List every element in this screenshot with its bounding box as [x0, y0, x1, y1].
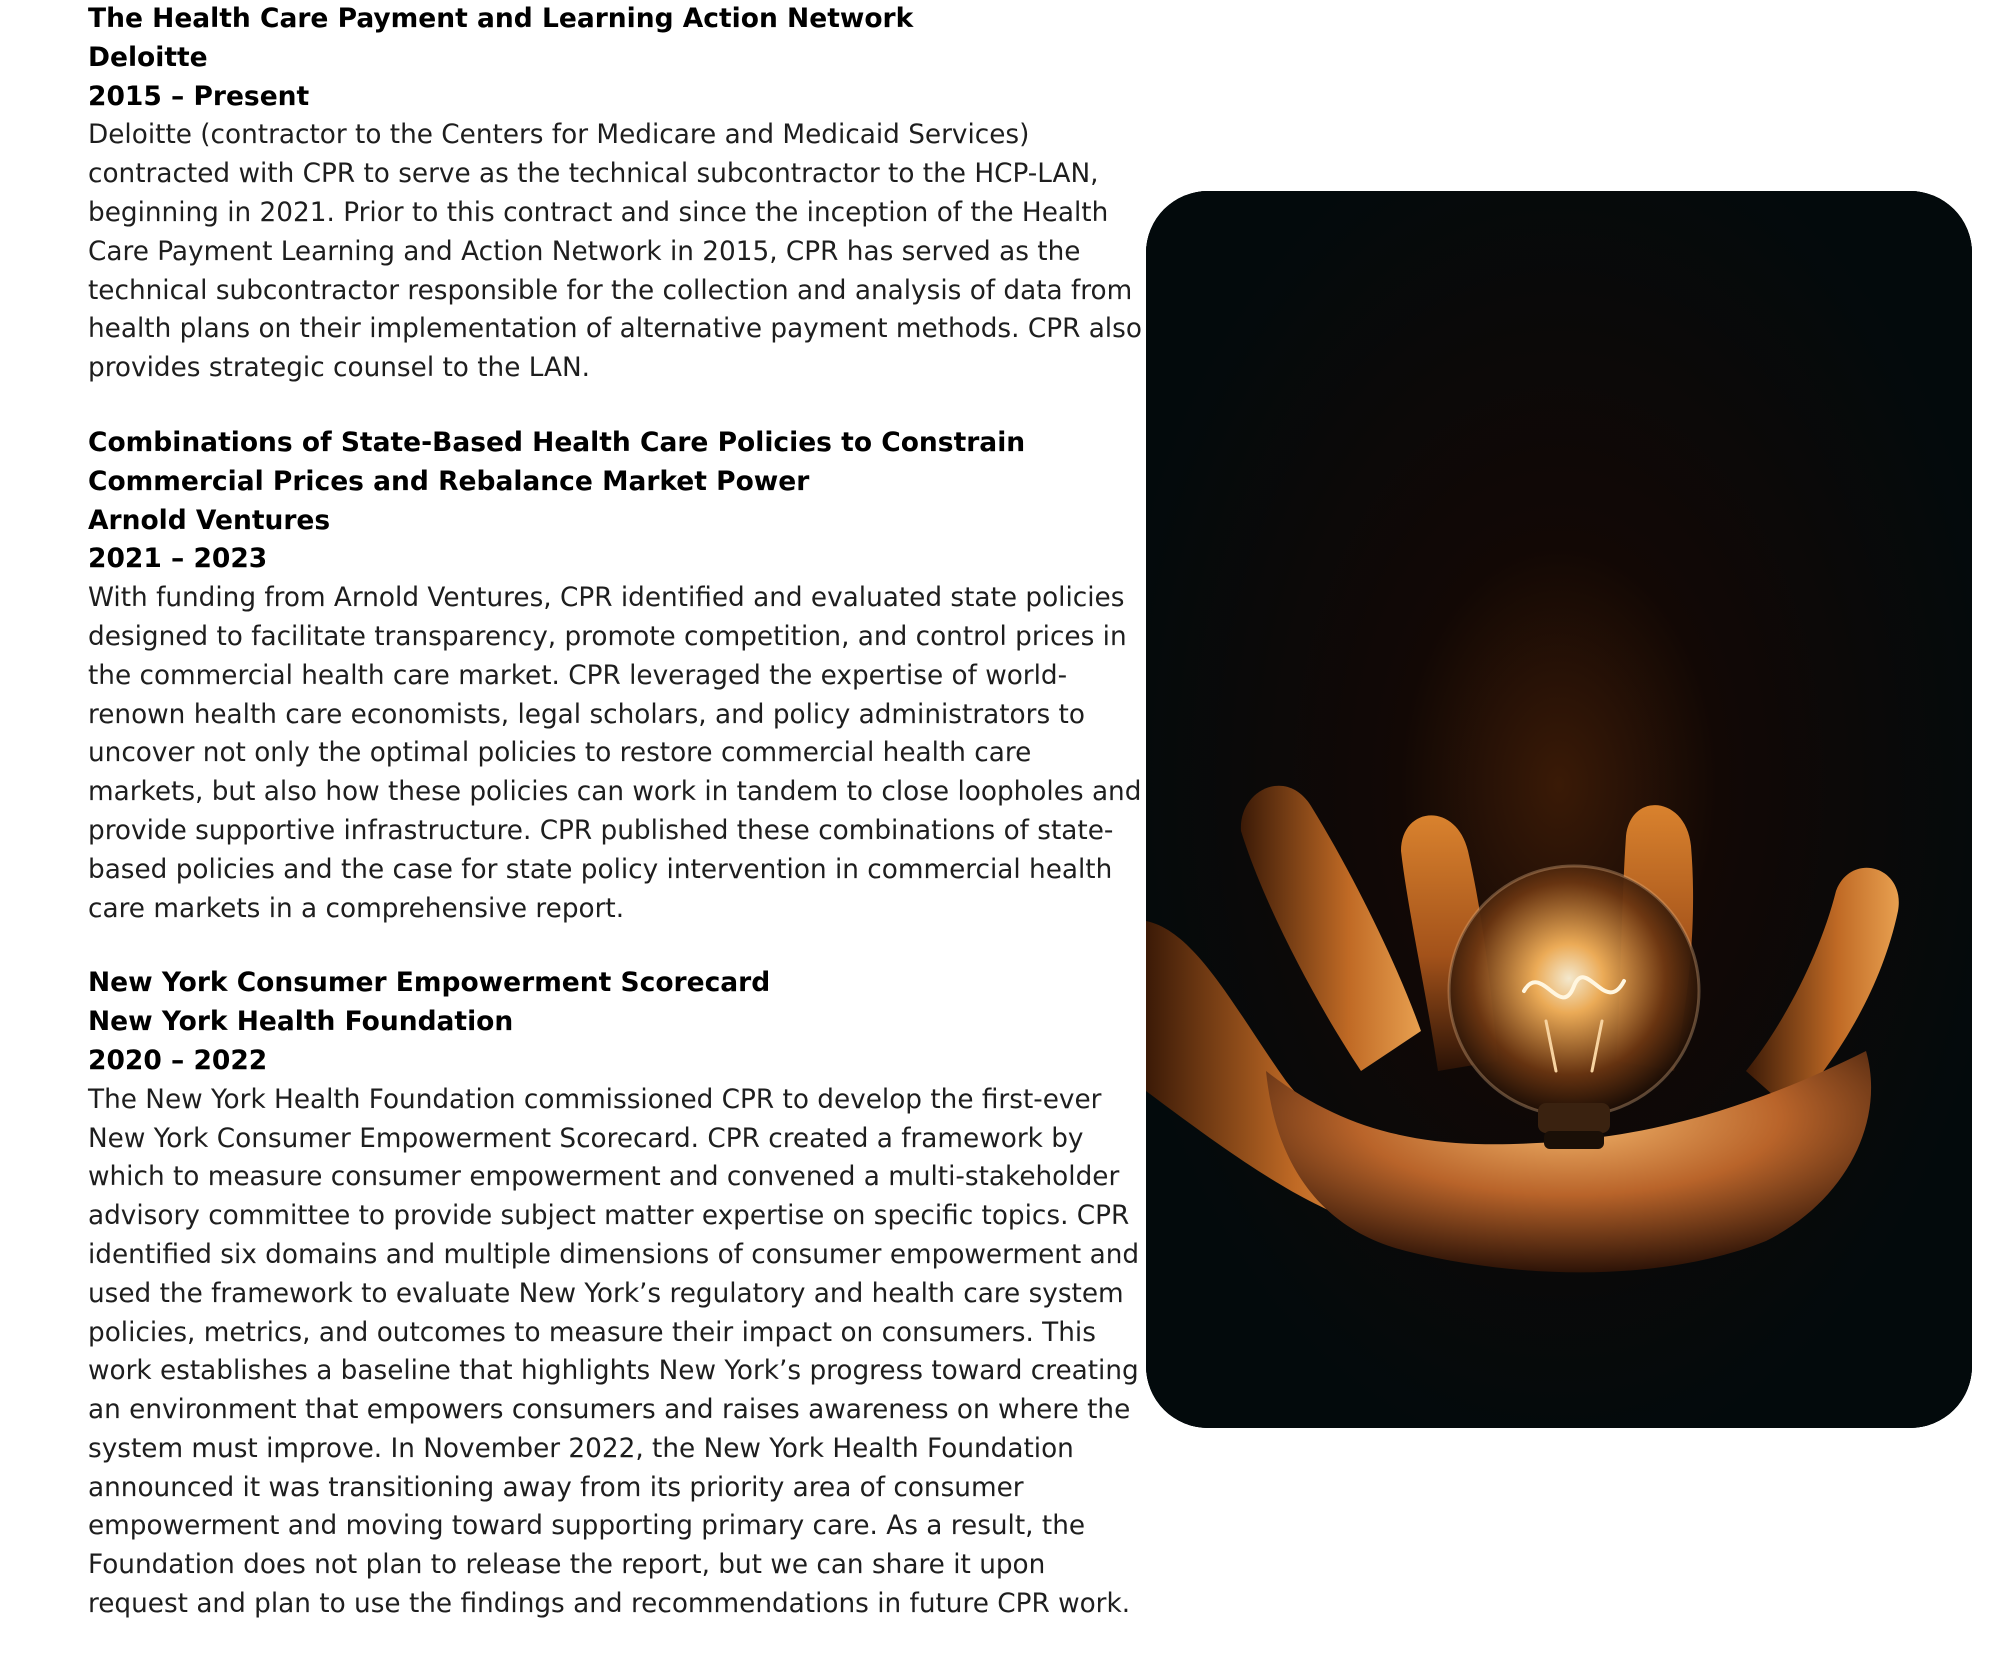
project-funder: New York Health Foundation — [88, 1006, 514, 1038]
project-hcp-lan — [88, 0, 1148, 388]
project-funder: Arnold Ventures — [88, 504, 331, 536]
project-funder: Deloitte — [88, 41, 208, 73]
project-description: Deloitte (contractor to the Centers for Medicare and Medicaid Services) contracted with CPR to serve as the technical subcontractor to the HCP-LAN, beginning in 2021. Prior to this contract and since the inception of the Health Care Payment Learning and Action Network in 2015, CPR has served as the technical subcontractor responsible for the collection and analysis of data from health plans on their implementation of alternative payment methods. CPR also provides strategic counsel to the LAN. — [88, 120, 1142, 384]
project-list — [88, 0, 1148, 1660]
lightbulb-hand-illustration — [1146, 191, 1972, 1428]
project-dates: 2015 – Present — [88, 80, 310, 112]
project-dates: 2020 – 2022 — [88, 1044, 268, 1076]
project-title: Combinations of State-Based Health Care Policies to Constrain Commercial Prices and Rebalance Market Power — [88, 426, 1026, 497]
project-state-policies — [88, 424, 1148, 928]
lightbulb-in-hand-photo — [1146, 191, 1972, 1428]
bulb-base — [1538, 1103, 1610, 1133]
project-description: The New York Health Foundation commissioned CPR to develop the first-ever New York Consumer Empowerment Scorecard. CPR created a framework by which to measure consumer empowerment and convened a multi-stakeholder advisory committee to provide subject matter expertise on specific topics. CPR identified six domains and multiple dimensions of consumer empowerment and used the framework to evaluate New York’s regulatory and health care system policies, metrics, and outcomes to measure their impact on consumers. This work establishes a baseline that highlights New York’s progress toward creating an environment that empowers consumers and raises awareness on where the system must improve. In November 2022, the New York Health Foundation announced it was transitioning away from its priority area of consumer empowerment and moving toward supporting primary care. As a result, the Foundation does not plan to release the report, but we can share it upon request and plan to use the findings and recommendations in future CPR work. — [88, 1084, 1140, 1620]
project-description: With funding from Arnold Ventures, CPR identified and evaluated state policies designed to facilitate transparency, promote competition, and control prices in the commercial health care market. CPR leveraged the expertise of world-renown health care economists, legal scholars, and policy administrators to uncover not only the optimal policies to restore commercial health care markets, but also how these policies can work in tandem to close loopholes and provide supportive infrastructure. CPR published these combinations of state-based policies and the case for state policy intervention in commercial health care markets in a comprehensive report. — [88, 583, 1142, 924]
project-ny-scorecard — [88, 964, 1148, 1624]
project-title: New York Consumer Empowerment Scorecard — [88, 967, 771, 999]
project-title: The Health Care Payment and Learning Action Network — [88, 3, 914, 34]
project-dates: 2021 – 2023 — [88, 543, 268, 575]
